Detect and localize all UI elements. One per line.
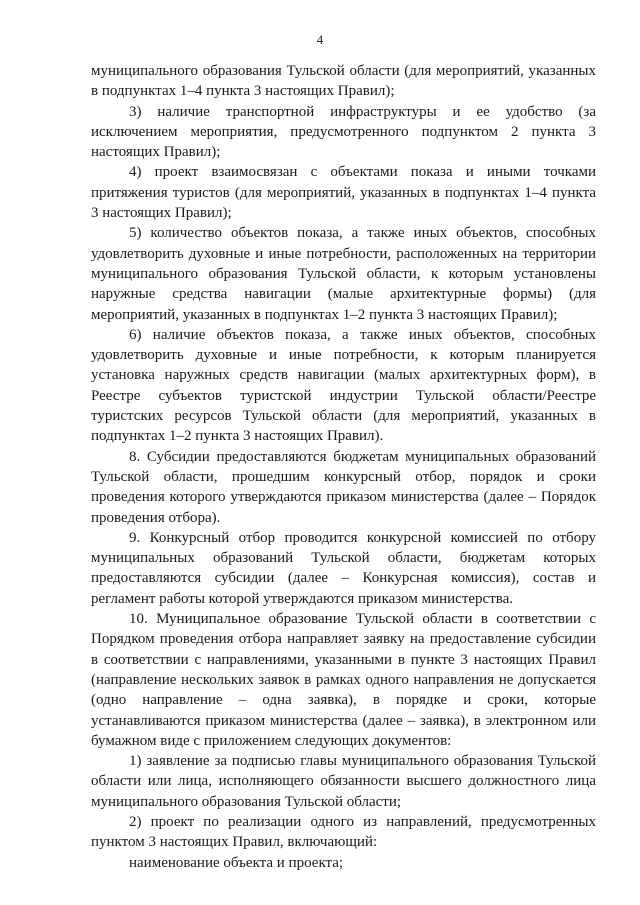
- paragraph-item-4: 4) проект взаимосвязан с объектами показа и иными точками притяжения туристов (для мероприятий, указанных в подпунктах 1–4 пункта 3 настоящих Правил);: [91, 164, 596, 222]
- paragraph-item-5: 5) количество объектов показа, а также иных объектов, способных удовлетворить духовные и иные потребности, расположенных на территории муниципального образования Тульской области, к которым установлены наружные средства навигации (малые архитектурные формы) (для мероприятий, указанных в подпунктах 1–2 пункта 3 настоящих Правил);: [91, 225, 596, 323]
- paragraph-item-3: 3) наличие транспортной инфраструктуры и ее удобство (за исключением мероприятия, предусмотренного подпунктом 2 пункта 3 настоящих Правил);: [91, 103, 596, 161]
- paragraph-clause-8: 8. Субсидии предоставляются бюджетам муниципальных образований Тульской области, прошедшим конкурсный отбор, порядок и сроки проведения которого утверждаются приказом министерства (далее – Порядок проведения отбора).: [91, 448, 596, 526]
- page-number: 4: [316, 32, 324, 47]
- paragraph-list-line: наименование объекта и проекта;: [129, 854, 344, 871]
- paragraph-subitem-1: 1) заявление за подписью главы муниципального образования Тульской области или лица, исполняющего обязанности высшего должностного лица муниципального образования Тульской области;: [91, 753, 596, 810]
- paragraph-clause-9: 9. Конкурсный отбор проводится конкурсной комиссией по отбору муниципальных образований Тульской области, бюджетам которых предоставляются субсидии (далее – Конкурсная комиссия), состав и регламент работы которой утверждаются приказом министерства.: [91, 529, 596, 607]
- paragraph-item-6: 6) наличие объектов показа, а также иных объектов, способных удовлетворить духовные и иные потребности, к которым планируется установка наружных средств навигации (малых архитектурных форм), в Реестре субъектов туристской индустрии Тульской области/Реестре туристских ресурсов Тульской области (для мероприятий, указанных в подпунктах 1–2 пункта 3 настоящих Правил).: [91, 326, 596, 445]
- paragraph-subitem-2: 2) проект по реализации одного из направлений, предусмотренных пунктом 3 настоящих Правил, включающий:: [91, 813, 596, 851]
- document-body: [91, 61, 596, 873]
- paragraph-clause-10: 10. Муниципальное образование Тульской области в соответствии с Порядком проведения отбора направляет заявку на предоставление субсидии в соответствии с направлениями, указанными в пункте 3 настоящих Правил (направление нескольких заявок в рамках одного направления не допускается (одно направление – одна заявка), в порядке и сроки, которые устанавливаются приказом министерства (далее – заявка), в электронном или бумажном виде с приложением следующих документов:: [91, 611, 596, 749]
- paragraph-continuation: муниципального образования Тульской области (для мероприятий, указанных в подпунктах 1–4 пункта 3 настоящих Правил);: [91, 63, 596, 100]
